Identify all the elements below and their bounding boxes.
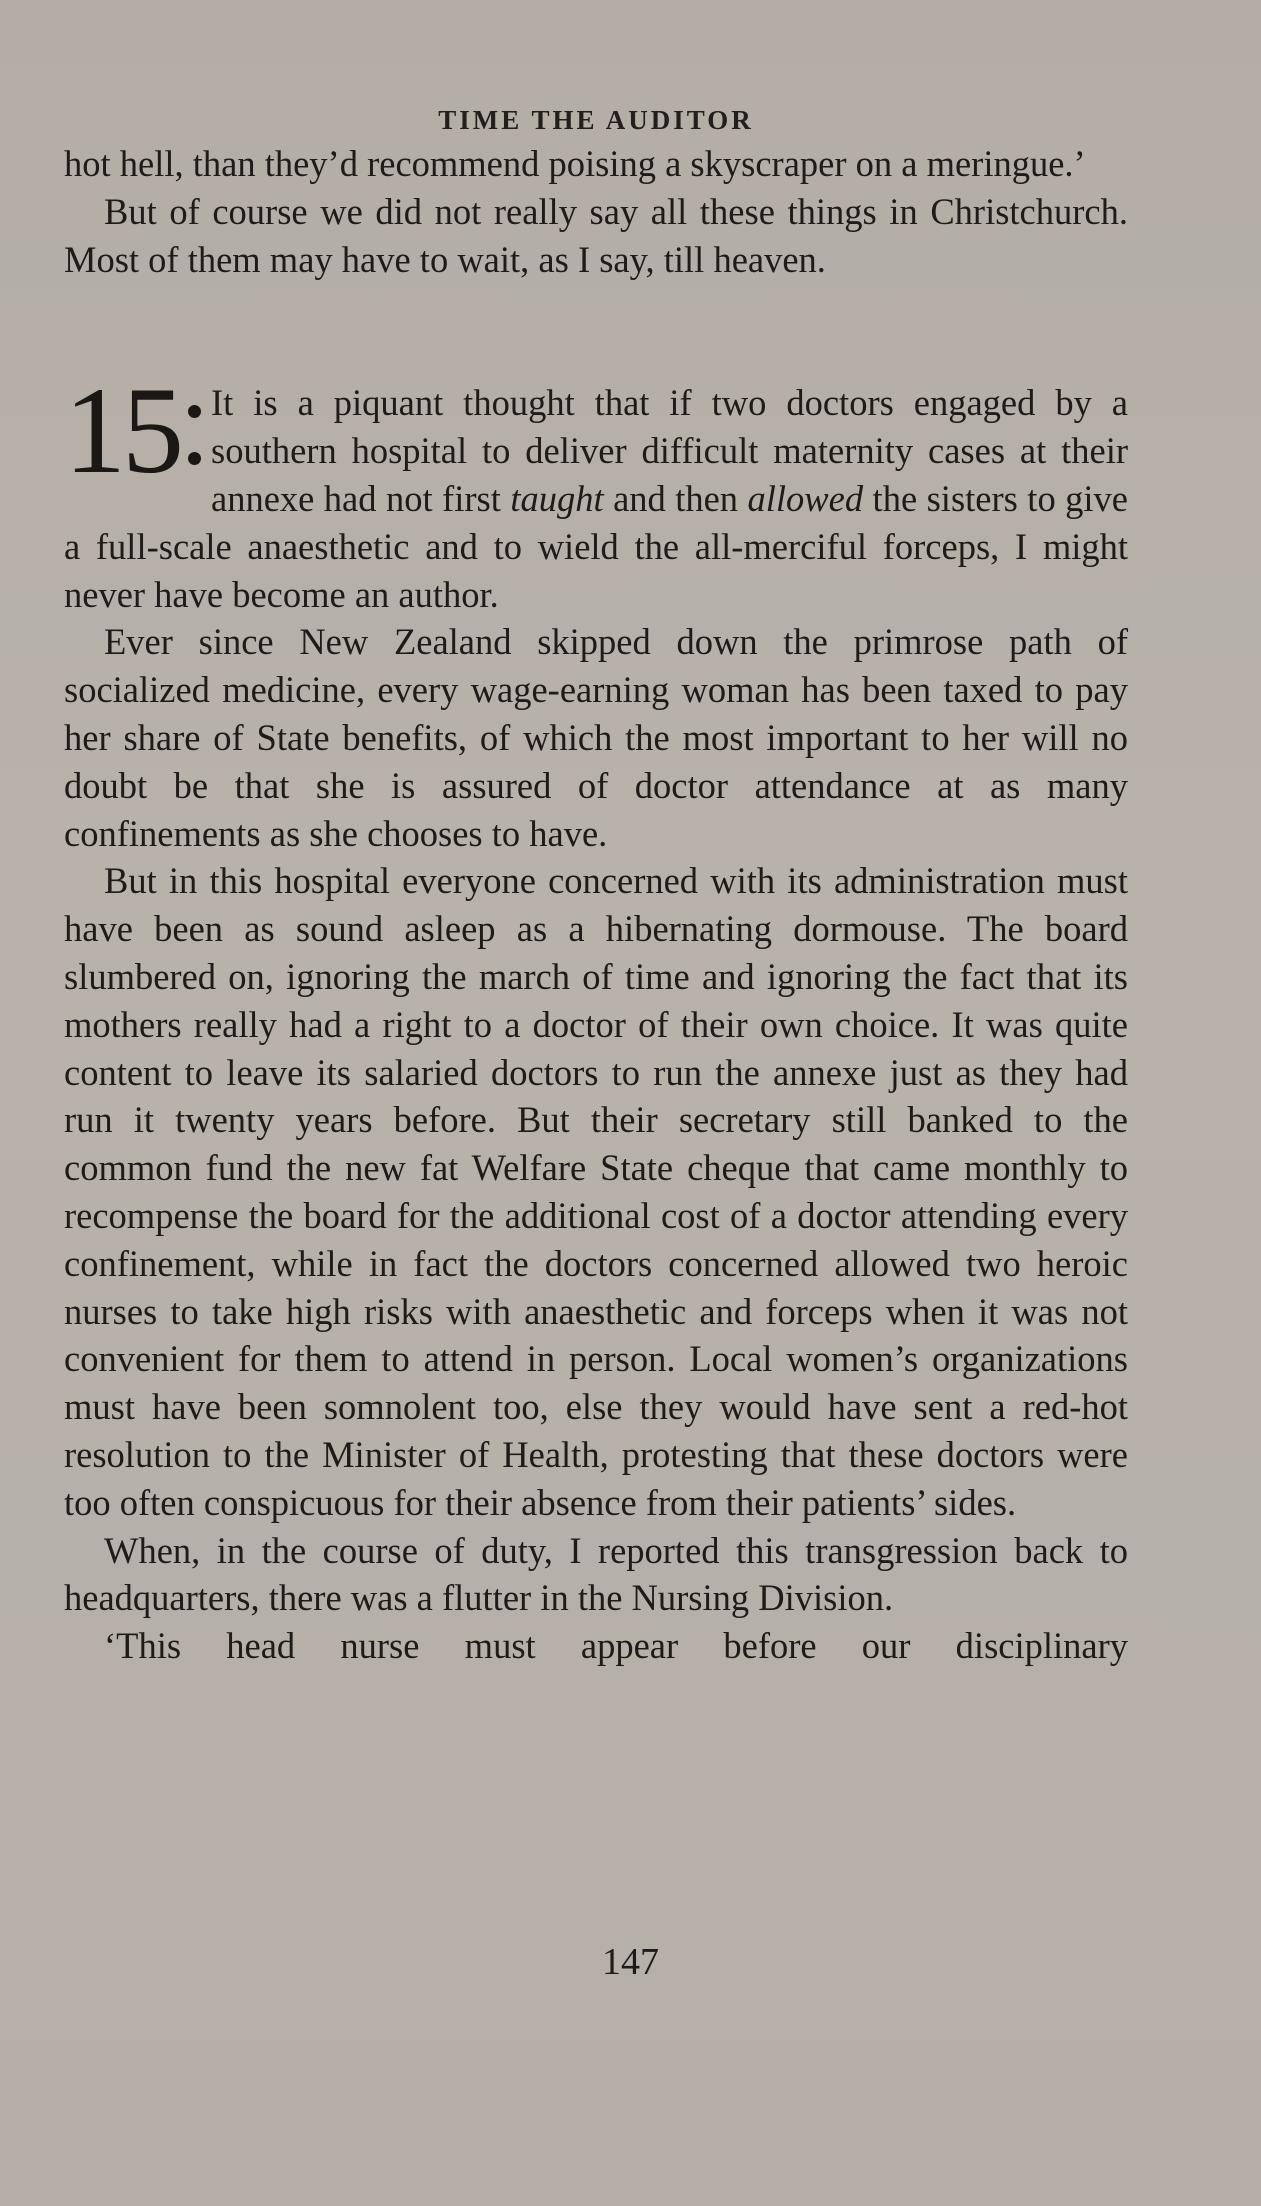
book-page: [64, 100, 1128, 1670]
section-number-dropcap: [64, 362, 201, 500]
body-text: [64, 140, 1128, 1670]
running-head: TIME THE AUDITOR: [438, 105, 754, 135]
paragraph: But of course we did not really say all these things in Christchurch. Most of them may have to wait, as I say, till heaven.: [64, 190, 1128, 280]
paragraph: Ever since New Zealand skipped down the primrose path of socialized medicine, every wage-earning woman has been taxed to pay her share of State benefits, of which the most important to her will no doubt be that she is assured of doctor attendance at as many confinements as she chooses to have.: [64, 621, 1128, 854]
colon-dot: [188, 452, 201, 465]
paragraph-text: the sisters to give a full-scale anaesthetic and to wield the all-merciful forceps, I might never have become an author.: [64, 477, 1128, 615]
paragraph: But in this hospital everyone concerned with its administration must have been as sound asleep as a hibernating dormouse. The board slumbered on, ignoring the march of time and ignoring the fact that its mothers really had a right to a doctor of their own choice. It was quite content to leave its salaried doctors to run the annexe just as they had run it twenty years before. But their secretary still banked to the common fund the new fat Welfare State cheque that came monthly to recompense the board for the additional cost of a doctor attending every confinement, while in fact the doctors concerned allowed two heroic nurses to take high risks with anaesthetic and forceps when it was not convenient for them to attend in person. Local women’s organizations must have been somnolent too, else they would have sent a red-hot resolution to the Minister of Health, protesting that these doctors were too often conspicuous for their absence from their patients’ sides.: [64, 860, 1128, 1523]
section-opening-paragraph: [64, 362, 1128, 618]
paragraph: ‘This head nurse must appear before our disciplinary: [104, 1625, 1128, 1667]
paragraph-text: It is a piquant thought that if two doctors engaged by a southern hospital to deliver difficult maternity cases at their annexe had not first: [211, 382, 1128, 519]
paragraph: hot hell, than they’d recommend poising a skyscraper on a meringue.’: [64, 143, 1086, 184]
emphasis-text: allowed: [747, 477, 864, 519]
paragraph: When, in the course of duty, I reported this transgression back to headquarters, there was a flutter in the Nursing Division.: [64, 1529, 1128, 1619]
section-number: 15: [64, 362, 180, 500]
emphasis-text: taught: [510, 477, 604, 519]
section-break: [64, 283, 1128, 379]
paragraph-text: and then: [603, 477, 748, 519]
colon-mark: [188, 405, 201, 465]
page-number: 147: [602, 1941, 659, 1983]
colon-dot: [188, 405, 201, 418]
